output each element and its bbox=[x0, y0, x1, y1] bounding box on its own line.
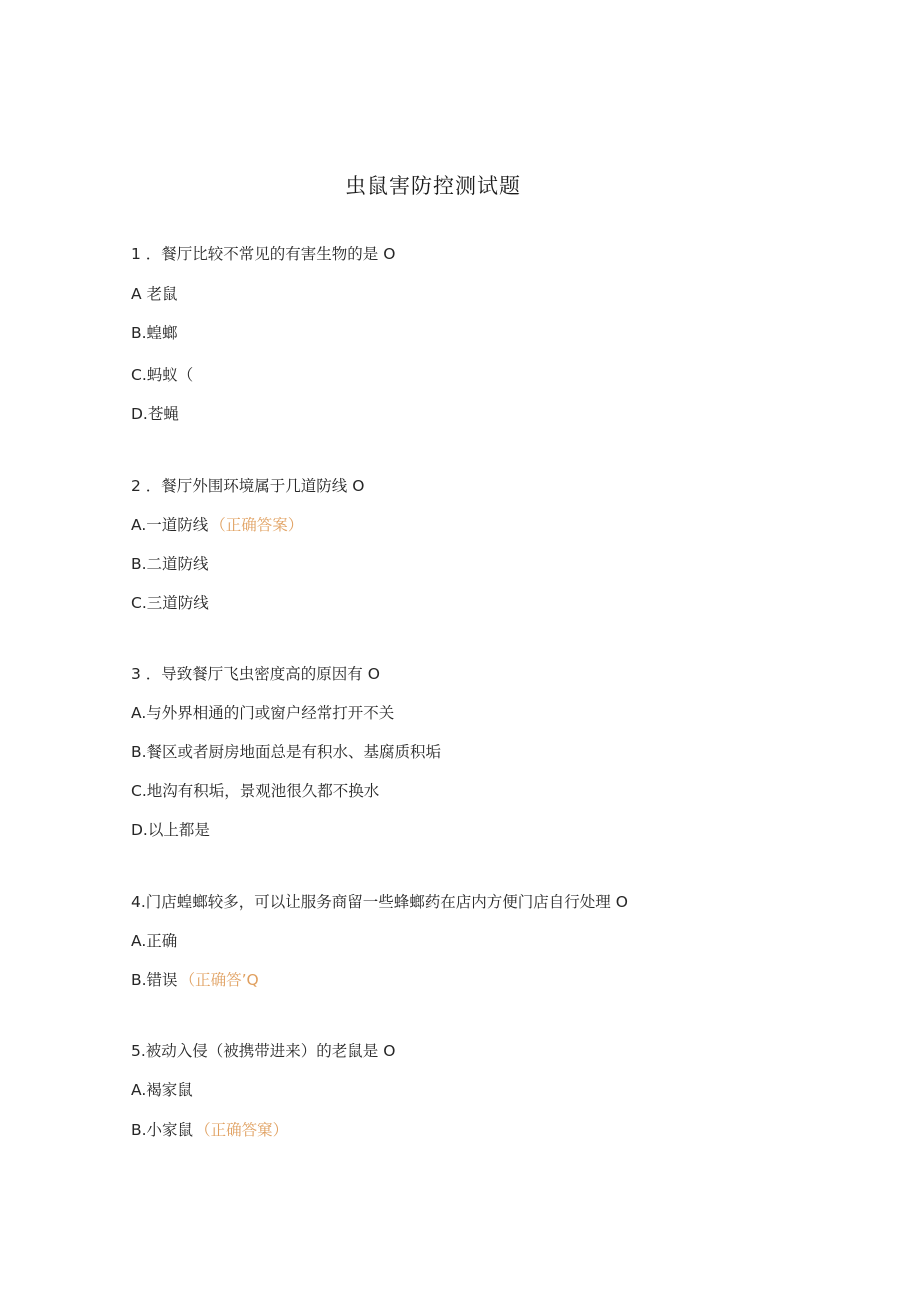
question-3-option-a: A.与外界相通的门或窗户经常打开不关 bbox=[131, 704, 395, 722]
question-3-option-b: B.餐区或者厨房地面总是有积水、基腐质积垢 bbox=[131, 743, 442, 761]
page-title: 虫鼠害防控测试题 bbox=[345, 174, 521, 198]
correct-answer-mark: （正确答窠） bbox=[195, 1121, 289, 1139]
question-3-option-d: D.以上都是 bbox=[131, 821, 210, 839]
question-4-option-b bbox=[131, 970, 259, 990]
question-1-option-a: A 老鼠 bbox=[131, 285, 178, 303]
question-1-option-d: D.苍蝇 bbox=[131, 405, 179, 423]
correct-answer-mark: （正确答’Q bbox=[179, 971, 259, 989]
question-1-option-c: C.蚂蚁（ bbox=[131, 366, 194, 384]
option-label: B.错误 bbox=[131, 971, 178, 989]
question-3-text: 3 ．导致餐厅飞虫密度高的原因有 O bbox=[131, 665, 380, 683]
correct-answer-mark: （正确答案） bbox=[210, 516, 304, 534]
question-1-option-b: B.蝗螂 bbox=[131, 324, 178, 342]
question-4-option-a: A.正确 bbox=[131, 932, 178, 950]
question-3-option-c: C.地沟有积垢，景观池很久都不换水 bbox=[131, 782, 380, 800]
option-label: B.小家鼠 bbox=[131, 1121, 194, 1139]
question-2-option-b: B.二道防线 bbox=[131, 555, 209, 573]
option-label: A.一道防线 bbox=[131, 516, 209, 534]
question-2-option-a bbox=[131, 515, 303, 535]
question-4-text: 4.门店蝗螂较多，可以让服务商留一些蜂螂药在店内方便门店自行处理 O bbox=[131, 893, 628, 911]
question-5-text: 5.被动入侵（被携带进来）的老鼠是 O bbox=[131, 1042, 396, 1060]
question-2-text: 2 ．餐厅外围环境属于几道防线 O bbox=[131, 477, 365, 495]
question-2-option-c: C.三道防线 bbox=[131, 594, 209, 612]
question-1-text: 1 ．餐厅比较不常见的有害生物的是 O bbox=[131, 245, 396, 263]
question-5-option-a: A.褐家鼠 bbox=[131, 1081, 193, 1099]
question-5-option-b bbox=[131, 1120, 288, 1140]
